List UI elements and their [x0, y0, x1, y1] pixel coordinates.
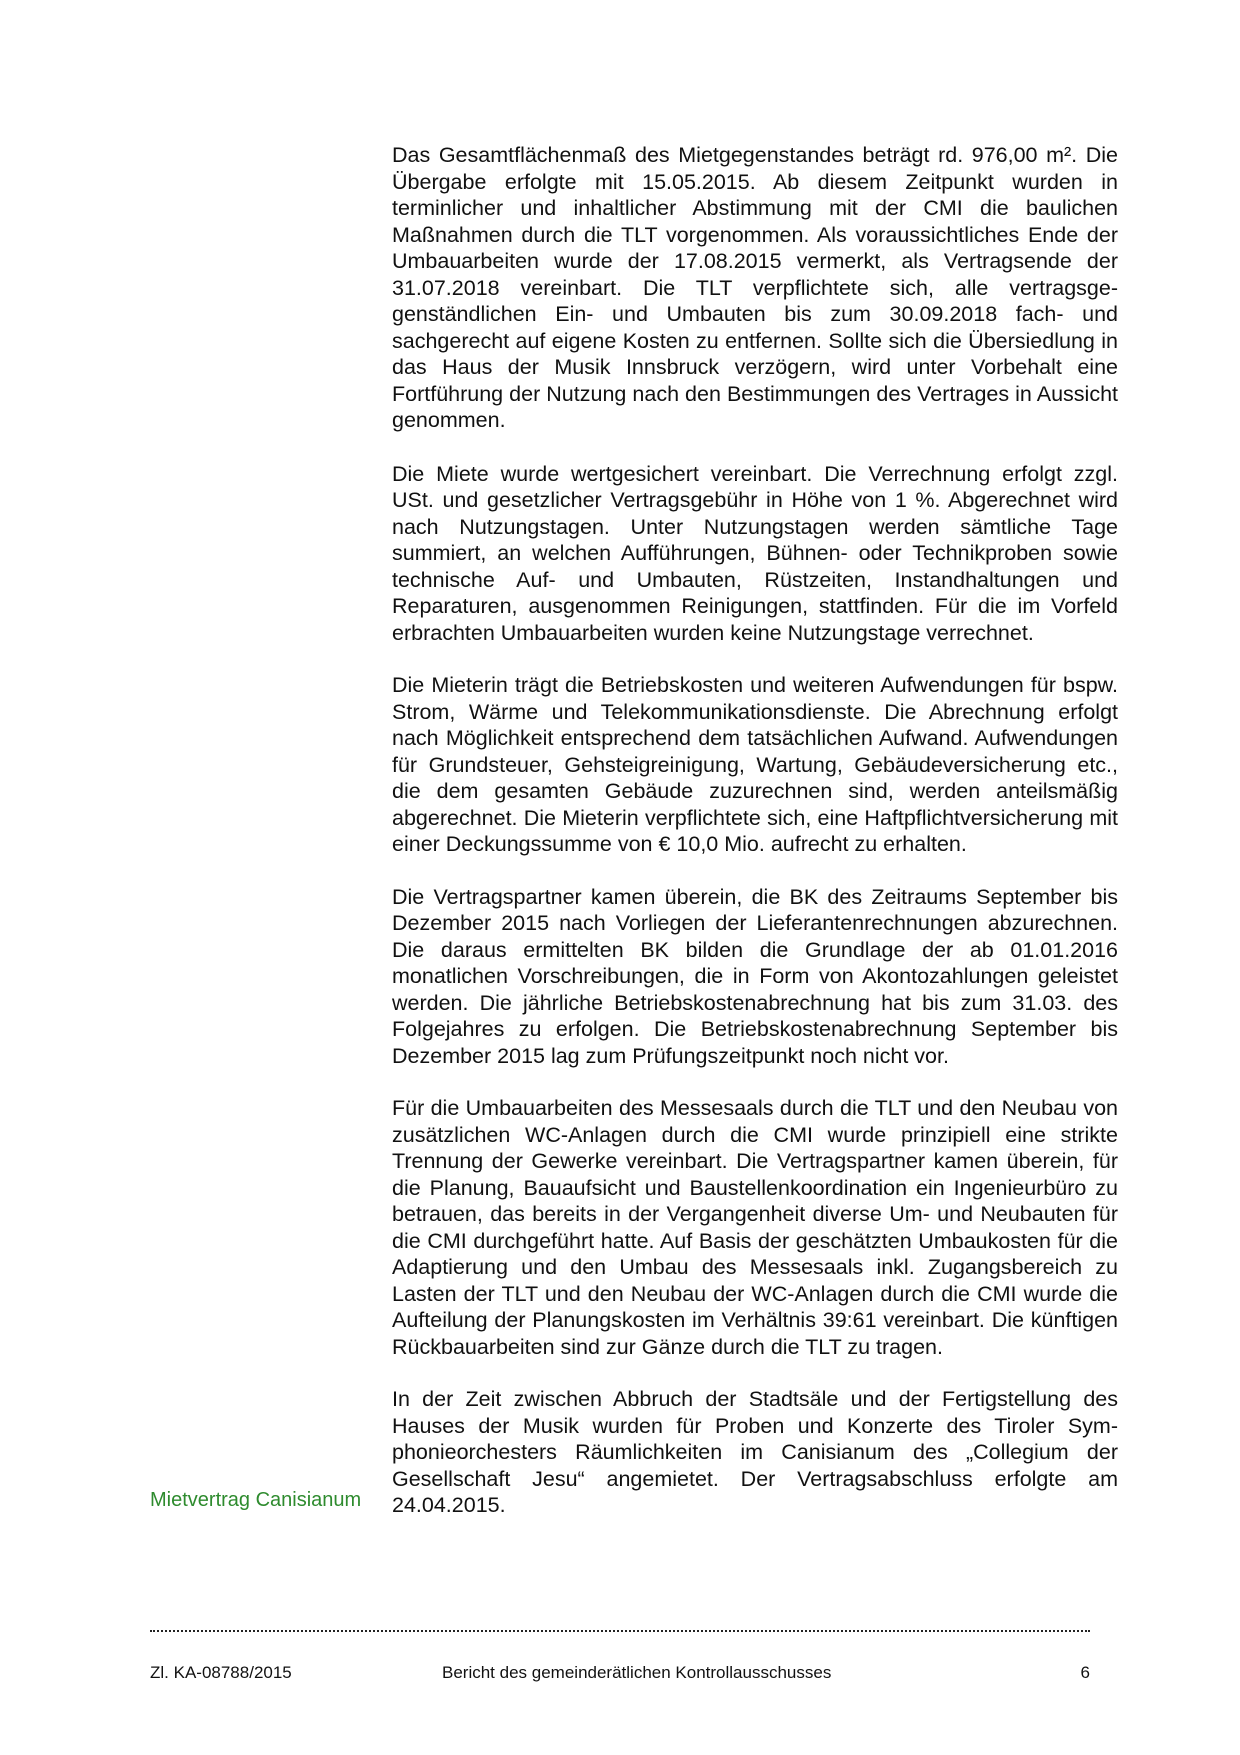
page-number: 6: [1080, 1663, 1090, 1682]
paragraph-bk-abrechnung: Die Vertragspartner kamen überein, die BK des Zeitraums September bis Dezember 2015 nach Vorliegen der Lieferantenrechnungen abzurechnen. Die daraus ermittelten BK bilden die Grundlage der ab 01.01.2016 monatlichen Vorschreibungen, die in Form von Akontozahlungen geleistet werden. Die jährliche Betriebskostenabrechnung hat bis zum 31.03. des Folgejahres zu erfolgen. Die Betriebskostenabrechnung September bis Dezember 2015 lag zum Prüfungszeitpunkt noch nicht vor.: [392, 884, 1118, 1068]
page-footer: [150, 1660, 1090, 1686]
paragraph-canisianum: In der Zeit zwischen Abbruch der Stadtsäle und der Fertigstellung des Hauses der Musik wurden für Proben und Konzerte des Tiroler Symphonieorchesters Räumlichkeiten im Canisianum des „Collegium der Gesellschaft Jesu“ angemietet. Der Vertragsabschluss erfolgte am 24.04.2015.: [392, 1387, 1118, 1517]
paragraph-miete: Die Miete wurde wertgesichert vereinbart. Die Verrechnung erfolgt zzgl. USt. und gesetzlicher Vertragsgebühr in Höhe von 1 %. Abgerechnet wird nach Nutzungstagen. Unter Nutzungstagen werden sämtliche Tage summiert, an welchen Aufführungen, Bühnen- oder Technikproben sowie technische Auf- und Umbauten, Rüstzeiten, Instandhaltungen und Reparaturen, ausgenommen Reinigungen, stattfinden. Für die im Vorfeld erbrachten Umbauarbeiten wurden keine Nutzungstage verrechnet.: [392, 461, 1118, 645]
paragraph-betriebskosten: Die Mieterin trägt die Betriebskosten und weiteren Aufwendungen für bspw. Strom, Wärme und Telekommunikationsdienste. Die Abrechnung erfolgt nach Möglichkeit entsprechend dem tatsächlichen Aufwand. Aufwendungen für Grundsteuer, Gehsteigreinigung, Wartung, Gebäudeversicherung etc., die dem gesamten Gebäude zuzurechnen sind, werden anteilsmäßig abgerechnet. Die Mieterin verpflichtete sich, eine Haftpflichtversicherung mit einer Deckungssumme von € 10,0 Mio. aufrecht zu erhalten.: [392, 673, 1118, 856]
margin-note-canisianum: Mietvertrag Canisianum: [150, 1489, 362, 1511]
footer-title: Bericht des gemeinderätlichen Kontrollausschusses: [442, 1663, 832, 1682]
footer-reference: Zl. KA-08788/2015: [150, 1663, 292, 1682]
footer-divider: [150, 1630, 1090, 1632]
paragraph-umbauarbeiten: Für die Umbauarbeiten des Messesaals durch die TLT und den Neubau von zusätzlichen WC-Anlagen durch die CMI wurde prinzipiell eine strikte Trennung der Gewerke vereinbart. Die Vertragspartner kamen überein, für die Planung, Bauaufsicht und Baustellenkoordination ein Ingenieurbüro zu betrauen, das bereits in der Vergangenheit diverse Um- und Neubauten für die CMI durchgeführt hatte. Auf Basis der geschätzten Umbaukosten für die Adaptierung und den Umbau des Messesaals inkl. Zugangsbereich zu Lasten der TLT und den Neubau der WC-Anlagen durch die CMI wurde die Aufteilung der Planungskosten im Verhältnis 39:61 vereinbart. Die künftigen Rückbauarbeiten sind zur Gänze durch die TLT zu tragen.: [392, 1096, 1118, 1359]
body-text: [392, 142, 1118, 1519]
paragraph-mietgegenstand: Das Gesamtflächenmaß des Mietgegenstandes beträgt rd. 976,00 m². Die Übergabe erfolgte mit 15.05.2015. Ab diesem Zeitpunkt wurden in terminlicher und inhaltlicher Abstimmung mit der CMI die baulichen Maßnahmen durch die TLT vorgenommen. Als voraussichtliches Ende der Umbauarbeiten wurde der 17.08.2015 vermerkt, als Vertragsende der 31.07.2018 vereinbart. Die TLT verpflichtete sich, alle vertragsgegenständlichen Ein- und Umbauten bis zum 30.09.2018 fach- und sachgerecht auf eigene Kosten zu entfernen. Sollte sich die Übersiedlung in das Haus der Musik Innsbruck verzögern, wird unter Vorbehalt eine Fortführung der Nutzung nach den Bestimmungen des Vertrages in Aussicht genommen.: [392, 143, 1118, 432]
